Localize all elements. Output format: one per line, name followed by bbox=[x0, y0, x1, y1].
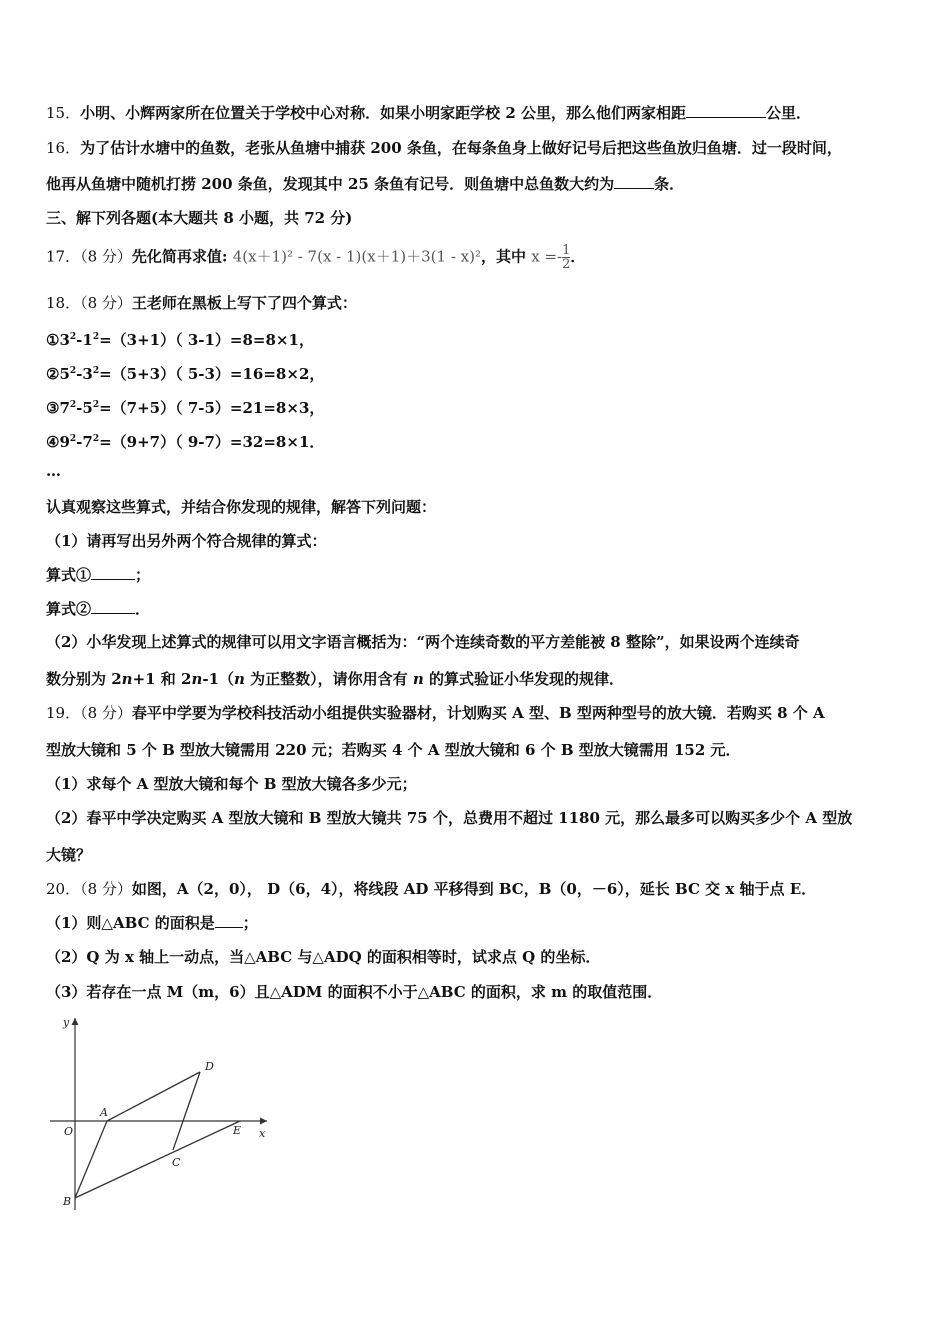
question-16-line1 bbox=[46, 138, 842, 158]
q15-text: 小明、小辉两家所在位置关于学校中心对称．如果小明家距学校 2 公里，那么他们两家相距 bbox=[80, 104, 686, 122]
q16-line2: 他再从鱼塘中随机打捞 200 条鱼，发现其中 25 条鱼有记号．则鱼塘中总鱼数大约为 bbox=[46, 175, 615, 193]
eq3-rest: =（7+5）（ 7-5）=21=8×3， bbox=[99, 399, 325, 417]
coordinate-figure bbox=[45, 1010, 285, 1220]
formula2-end: ． bbox=[135, 600, 151, 618]
q19-score: （8 分） bbox=[80, 704, 132, 722]
eq3-exp1: 2 bbox=[69, 400, 77, 410]
question-19-line1 bbox=[46, 703, 825, 723]
p2-n1: n bbox=[121, 670, 133, 688]
q20-number: 20． bbox=[46, 880, 81, 898]
eq2-rest: =（5+3）（ 5-3）=16=8×2， bbox=[99, 365, 325, 383]
label-x: x bbox=[259, 1127, 266, 1140]
segment-BA bbox=[75, 1121, 107, 1198]
q17-number: 17． bbox=[46, 247, 81, 266]
formula1-blank[interactable] bbox=[91, 565, 135, 580]
q19-part1 bbox=[46, 774, 417, 794]
q18-part2-line2 bbox=[46, 669, 624, 689]
instruction-text: 认真观察这些算式，并结合你发现的规律，解答下列问题： bbox=[46, 498, 437, 516]
eq3-mark: ③7 bbox=[46, 399, 70, 417]
p2-n4: n bbox=[412, 670, 424, 688]
eq4-mark: ④9 bbox=[46, 433, 70, 451]
q17-mid: ，其中 bbox=[481, 247, 527, 266]
label-C: C bbox=[172, 1156, 181, 1169]
label-D: D bbox=[205, 1060, 214, 1073]
eq4-exp2: 2 bbox=[92, 434, 100, 444]
q16-tail: 条． bbox=[654, 175, 685, 193]
q17-expression: 4(x＋1)² - 7(x - 1)(x＋1)＋3(1 - x)² bbox=[232, 247, 481, 266]
q16-number: 16． bbox=[46, 139, 81, 157]
q20-part1-text: （1）则△ABC 的面积是 bbox=[46, 914, 215, 932]
section-3-title bbox=[46, 208, 352, 228]
q15-number: 15． bbox=[46, 104, 81, 122]
q18-part2-line1 bbox=[46, 632, 800, 652]
q20-part1-blank[interactable] bbox=[215, 913, 243, 928]
formula1-end: ； bbox=[135, 566, 151, 584]
q19-line1: 春平中学要为学校科技活动小组提供实验器材，计划购买 A 型、B 型两种型号的放大镜．若购买 8 个 A bbox=[131, 704, 825, 722]
p2-b: +1 和 2 bbox=[132, 670, 192, 688]
q15-tail: 公里． bbox=[765, 104, 811, 122]
q19-part2-line2 bbox=[46, 845, 91, 865]
q18-part1-text: （1）请再写出另外两个符合规律的算式： bbox=[46, 532, 327, 550]
q18-equation-4 bbox=[46, 429, 324, 452]
eq2-exp1: 2 bbox=[69, 366, 77, 376]
q17-frac-num: 1 bbox=[562, 243, 571, 258]
q20-part2 bbox=[46, 947, 600, 967]
p2-n2: n bbox=[191, 670, 203, 688]
label-y: y bbox=[63, 1016, 70, 1029]
q16-answer-blank[interactable] bbox=[614, 174, 654, 189]
eq4-exp1: 2 bbox=[69, 434, 77, 444]
eq1-exp2: 2 bbox=[92, 332, 100, 342]
p2-e: 的算式验证小华发现的规律． bbox=[423, 670, 625, 688]
q17-end: ． bbox=[570, 247, 586, 266]
question-15 bbox=[46, 103, 811, 123]
eq4-mid: -7 bbox=[76, 433, 93, 451]
q18-part1 bbox=[46, 531, 326, 551]
eq1-exp1: 2 bbox=[69, 332, 77, 342]
q18-instruction bbox=[46, 497, 436, 517]
segment-BE bbox=[75, 1121, 240, 1198]
label-A: A bbox=[100, 1106, 108, 1119]
q19-part2-line1-text: （2）春平中学决定购买 A 型放大镜和 B 型放大镜共 75 个，总费用不超过 1180 元，那么最多可以购买多少个 A 型放 bbox=[46, 809, 853, 827]
q19-number: 19． bbox=[46, 704, 81, 722]
eq1-rest: =（3+1）（ 3-1）=8=8×1， bbox=[99, 331, 314, 349]
q18-intro: 王老师在黑板上写下了四个算式： bbox=[131, 294, 357, 312]
p2-d: 为正整数），请你用含有 bbox=[244, 670, 413, 688]
p2-a: 数分别为 2 bbox=[46, 670, 122, 688]
question-16-line2 bbox=[46, 174, 684, 194]
q18-equation-1 bbox=[46, 327, 314, 350]
q19-line2: 型放大镜和 5 个 B 型放大镜需用 220 元；若购买 4 个 A 型放大镜和 6 个 B 型放大镜需用 152 元． bbox=[46, 741, 741, 759]
q20-part1-end: ； bbox=[242, 914, 258, 932]
q20-intro: 如图，A（2，0）， D（6，4），将线段 AD 平移得到 BC，B（0，－6），延长 BC 交 x 轴于点 E． bbox=[131, 880, 817, 898]
p2-n3: n bbox=[234, 670, 245, 688]
q18-formula1 bbox=[46, 565, 150, 585]
question-20 bbox=[46, 879, 816, 899]
q18-number: 18． bbox=[46, 294, 81, 312]
q17-frac-den: 2 bbox=[562, 257, 571, 272]
label-B: B bbox=[63, 1195, 72, 1208]
q18-part2-line1-text: （2）小华发现上述算式的规律可以用文字语言概括为：“两个连续奇数的平方差能被 8 整除”，如果设两个连续奇 bbox=[46, 633, 800, 651]
q19-part1-text: （1）求每个 A 型放大镜和每个 B 型放大镜各多少元； bbox=[46, 775, 417, 793]
q20-part3-text: （3）若存在一点 M（m，6）且△ADM 的面积不小于△ABC 的面积，求 m 的取值范围． bbox=[46, 983, 663, 1001]
q19-part2-line1 bbox=[46, 808, 852, 828]
formula2-label: 算式② bbox=[46, 600, 92, 618]
eq1-mark: ①3 bbox=[46, 331, 70, 349]
eq3-mid: -5 bbox=[76, 399, 93, 417]
q20-part3 bbox=[46, 982, 662, 1002]
eq2-mid: -3 bbox=[76, 365, 93, 383]
q17-text: 先化简再求值: bbox=[131, 247, 228, 266]
q17-x-eq: x =- bbox=[531, 247, 563, 266]
label-O: O bbox=[64, 1125, 74, 1138]
q18-score: （8 分） bbox=[80, 294, 132, 312]
formula1-label: 算式① bbox=[46, 566, 92, 584]
eq2-mark: ②5 bbox=[46, 365, 70, 383]
q17-score: （8 分） bbox=[80, 247, 132, 266]
q18-equation-2 bbox=[46, 361, 324, 384]
label-E: E bbox=[233, 1124, 242, 1137]
q15-answer-blank[interactable] bbox=[686, 103, 766, 118]
question-18 bbox=[46, 293, 357, 313]
question-17 bbox=[46, 244, 585, 271]
ellipsis-text: … bbox=[46, 462, 61, 480]
question-19-line2 bbox=[46, 740, 741, 760]
eq2-exp2: 2 bbox=[92, 366, 100, 376]
q19-part2-line2-text: 大镜？ bbox=[46, 846, 92, 864]
q18-equation-3 bbox=[46, 395, 324, 418]
section-3-title-text: 三、解下列各题(本大题共 8 小题，共 72 分) bbox=[46, 209, 353, 227]
q16-line1: 为了估计水塘中的鱼数，老张从鱼塘中捕获 200 条鱼，在每条鱼身上做好记号后把这些鱼放归鱼塘．过一段时间， bbox=[80, 139, 842, 157]
q20-part1 bbox=[46, 913, 258, 933]
q20-score: （8 分） bbox=[80, 880, 132, 898]
eq1-mid: -1 bbox=[76, 331, 93, 349]
formula2-blank[interactable] bbox=[91, 599, 135, 614]
eq4-rest: =（9+7）（ 9-7）=32=8×1． bbox=[99, 433, 325, 451]
q18-ellipsis bbox=[46, 461, 61, 481]
eq3-exp2: 2 bbox=[92, 400, 100, 410]
q20-part2-text: （2）Q 为 x 轴上一动点，当△ABC 与△ADQ 的面积相等时，试求点 Q 的坐标． bbox=[46, 948, 601, 966]
q18-formula2 bbox=[46, 599, 150, 619]
p2-c: -1（ bbox=[202, 670, 235, 688]
